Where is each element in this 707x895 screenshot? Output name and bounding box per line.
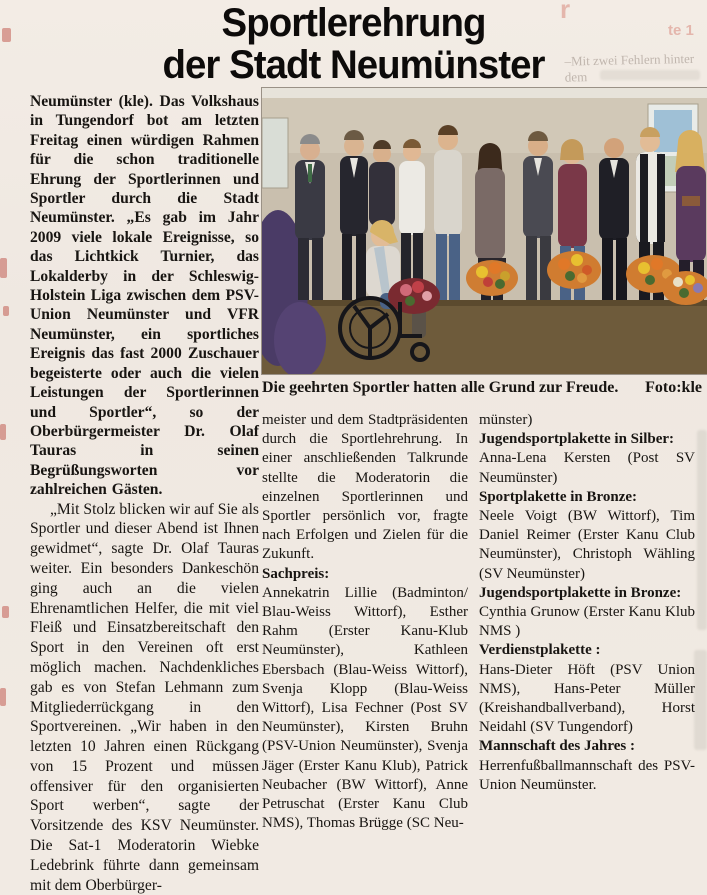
award-heading-jugendsportplakette-silber: Jugendsportplakette in Silber:: [479, 431, 675, 448]
bouquet: [466, 260, 518, 296]
award-recipients: Neele Voigt (BW Wittorf), Tim Daniel Reimer (Erster Kanu Club Neumünster), Christoph Wähling (SV Neumünster): [479, 508, 695, 582]
headline-line1: Sportlerehrung: [221, 1, 486, 45]
body-paragraph: meister und dem Stadtpräsidenten durch die Sportlehrehrung. In einer anschließenden Talkrunde stellte die Moderatorin die einzelnen Sportlerinnen und Sportler persönlich vor, fragte nach Erfolgen und Zielen für die Zukunft.: [262, 412, 468, 563]
article-photo: [262, 88, 707, 374]
bouquet: [547, 251, 601, 289]
award-recipients: Hans-Dieter Höft (PSV Union NMS), Hans-Peter Müller (Kreishandballverband), Horst Neidahl (SV Tungendorf): [479, 661, 695, 736]
body-paragraph: münster): [479, 412, 533, 428]
bouquet: [388, 278, 440, 314]
article-column-middle: [262, 411, 468, 833]
award-heading-verdienstplakette: Verdienstplakette :: [479, 642, 601, 659]
award-recipients: Herrenfußballmannschaft des PSV- Union Neumünster.: [479, 757, 695, 793]
lead-paragraph: Neumünster (kle). Das Volkshaus in Tungendorf bot am letzten Freitag einen würdigen Rahmen für die schon traditionelle Ehrung der Sportlerinnen und Sportler durch die Stadt Neumünster. „Es gab im Jahr 2009 viele lokale Ereignisse, so das Lichtkick Turnier, das Lokalderby in der Schleswig-Holstein Liga zwischen dem PSV-Union Neumünster und VFR Neumünster, ein sportliches Ereignis das fast 2000 Zuschauer begeisterte oder auch die vielen Leistungen der Sportlerinnen und Sportler“, so der Oberbürgermeister Dr. Olaf Tauras in seinen Begrüßungsworten vor zahlreichen Gästen.: [30, 93, 259, 499]
edge-smudge: [697, 430, 707, 630]
award-recipients: Anna-Lena Kersten (Post SV Neumünster): [479, 450, 695, 486]
bleed-line: –Mit zwei Fehlern hinter dem: [564, 50, 695, 85]
edge-ink-mark: [0, 424, 6, 440]
photo-credit: Foto:kle: [645, 379, 702, 396]
article-column-left: [30, 92, 259, 895]
photo-caption-row: [262, 379, 702, 397]
award-recipients: Annekatrin Lillie (Badminton/ Blau-Weiss Wittorf), Esther Rahm (Erster Kanu-Klub Neumünster), Kathleen Ebersbach (Blau-Weiss Wittorf), Svenja Klopp (Blau-Weiss Wittorf), Lisa Fechner (Post SV Neumünster), Kirsten Bruhn (PSV-Union Neumünster), Svenja Jäger (Erster Kanu Klub), Patrick Neubacher (BW Wittorf), Anne Petruschat (Erster Kanu Club NMS), Thomas Brügge (SC Neu-: [262, 584, 468, 832]
edge-ink-mark: [0, 258, 7, 278]
award-heading-sportplakette-bronze: Sportplakette in Bronze:: [479, 488, 638, 505]
edge-ink-mark: [2, 28, 11, 42]
article-headline: [14, 2, 693, 86]
group-photo-illustration: [262, 88, 707, 374]
edge-ink-mark: [0, 688, 6, 706]
edge-ink-mark: [3, 306, 9, 316]
article-column-right: [479, 411, 695, 795]
print-bleedthrough-headline-fragment: r: [560, 0, 571, 24]
award-recipients: Cynthia Grunow (Erster Kanu Klub NMS ): [479, 604, 695, 640]
award-heading-mannschaft-des-jahres: Mannschaft des Jahres :: [479, 738, 635, 755]
award-heading-sachpreis: Sachpreis:: [262, 565, 330, 582]
body-paragraph: „Mit Stolz blicken wir auf Sie als Sportler und dieser Abend ist Ihnen gewidmet“, sagte Dr. Olaf Tauras weiter. Ein besonders Dankeschön ging auch an die vielen Ehrenamtlichen Helfer, die mit viel Fleiß und Einsatzbereitschaft den Sport in den Vereinen oft erst möglich machen. Nachdenkliches gab es von Stefan Lehmann zum Mitgliederrückgang in den Sportvereinen. „Wir haben in den letzten 10 Jahren einen Rückgang von 15 Prozent und müssen offensiver für den organisierten Sport werben“, sagte der Vorsitzende des KSV Neumünster. Die Sat-1 Moderatorin Wiebke Ledebrink führte dann gemeinsam mit dem Oberbürger-: [30, 500, 259, 894]
wall-picture: [262, 118, 288, 188]
photo-caption: Die geehrten Sportler hatten alle Grund zur Freude.: [262, 379, 619, 396]
headline-line2: der Stadt Neumünster: [162, 43, 545, 87]
edge-smudge: [694, 650, 707, 750]
award-heading-jugendsportplakette-bronze: Jugendsportplakette in Bronze:: [479, 584, 682, 601]
print-bleedthrough-headline-fragment: te 1: [668, 22, 694, 39]
edge-ink-mark: [2, 606, 9, 618]
